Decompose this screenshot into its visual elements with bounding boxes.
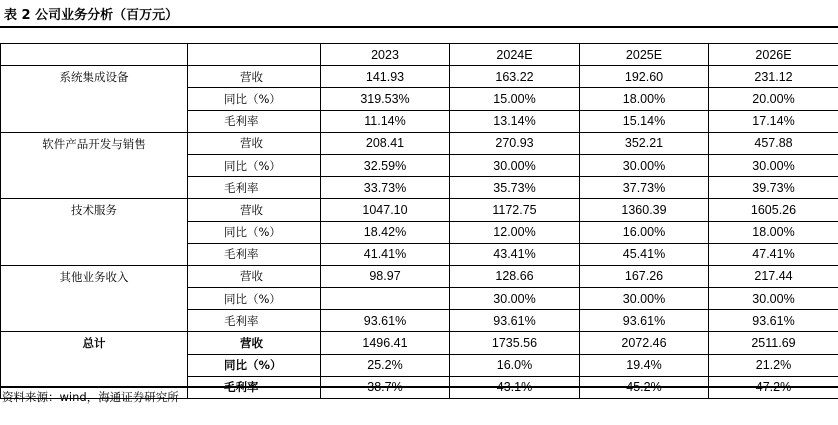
metric-cell: 毛利率 [188, 310, 321, 332]
header-year-2025e: 2025E [580, 44, 709, 66]
value-cell: 30.00% [450, 154, 580, 176]
category-cell [1, 88, 188, 110]
category-cell: 总计 [1, 332, 188, 354]
metric-cell: 毛利率 [188, 110, 321, 132]
value-cell: 93.61% [321, 310, 450, 332]
header-blank-cell [1, 44, 188, 66]
value-cell: 18.42% [321, 221, 450, 243]
category-cell: 其他业务收入 [1, 265, 188, 287]
value-cell: 1360.39 [580, 199, 709, 221]
value-cell: 167.26 [580, 265, 709, 287]
table-row [1, 265, 838, 287]
category-cell [1, 221, 188, 243]
value-cell: 33.73% [321, 177, 450, 199]
value-cell: 319.53% [321, 88, 450, 110]
table-row [1, 310, 838, 332]
category-cell [1, 110, 188, 132]
value-cell: 1605.26 [709, 199, 838, 221]
category-cell [1, 288, 188, 310]
table-row [1, 243, 838, 265]
table-row [1, 88, 838, 110]
value-cell: 128.66 [450, 265, 580, 287]
metric-cell: 营收 [188, 265, 321, 287]
value-cell: 16.0% [450, 354, 580, 376]
value-cell: 270.93 [450, 132, 580, 154]
value-cell: 18.00% [580, 88, 709, 110]
value-cell: 163.22 [450, 66, 580, 88]
table-row [1, 354, 838, 376]
value-cell: 30.00% [709, 288, 838, 310]
bottom-rule [0, 386, 838, 388]
category-cell [1, 354, 188, 376]
metric-cell: 同比（%） [188, 88, 321, 110]
business-analysis-table [0, 43, 838, 399]
value-cell: 16.00% [580, 221, 709, 243]
value-cell: 13.14% [450, 110, 580, 132]
metric-cell: 营收 [188, 66, 321, 88]
metric-cell: 毛利率 [188, 177, 321, 199]
metric-cell: 营收 [188, 199, 321, 221]
value-cell: 30.00% [580, 288, 709, 310]
value-cell: 1496.41 [321, 332, 450, 354]
value-cell: 1172.75 [450, 199, 580, 221]
table-row [1, 110, 838, 132]
table-title: 表 2 公司业务分析（百万元） [4, 8, 179, 23]
value-cell: 47.41% [709, 243, 838, 265]
value-cell: 30.00% [709, 154, 838, 176]
metric-cell: 营收 [188, 132, 321, 154]
value-cell: 352.21 [580, 132, 709, 154]
category-cell [1, 243, 188, 265]
table-row [1, 177, 838, 199]
source-note: 资料来源：wind，海通证券研究所 [2, 390, 179, 404]
value-cell: 231.12 [709, 66, 838, 88]
metric-cell: 同比（%） [188, 221, 321, 243]
table-row [1, 154, 838, 176]
metric-cell: 毛利率 [188, 243, 321, 265]
value-cell [321, 288, 450, 310]
value-cell: 21.2% [709, 354, 838, 376]
category-cell: 软件产品开发与销售 [1, 132, 188, 154]
value-cell: 98.97 [321, 265, 450, 287]
table-row [1, 199, 838, 221]
value-cell: 41.41% [321, 243, 450, 265]
metric-cell: 营收 [188, 332, 321, 354]
metric-cell: 同比（%） [188, 288, 321, 310]
value-cell: 141.93 [321, 66, 450, 88]
value-cell: 208.41 [321, 132, 450, 154]
category-cell [1, 177, 188, 199]
category-cell [1, 310, 188, 332]
header-year-2023: 2023 [321, 44, 450, 66]
value-cell: 30.00% [580, 154, 709, 176]
value-cell: 2511.69 [709, 332, 838, 354]
value-cell: 93.61% [450, 310, 580, 332]
title-rule [0, 26, 838, 28]
value-cell: 2072.46 [580, 332, 709, 354]
value-cell: 217.44 [709, 265, 838, 287]
value-cell: 45.41% [580, 243, 709, 265]
table-row [1, 332, 838, 354]
value-cell: 192.60 [580, 66, 709, 88]
value-cell: 15.00% [450, 88, 580, 110]
table-row [1, 132, 838, 154]
value-cell: 93.61% [709, 310, 838, 332]
metric-cell: 同比（%） [188, 154, 321, 176]
category-cell: 技术服务 [1, 199, 188, 221]
category-cell [1, 154, 188, 176]
value-cell: 18.00% [709, 221, 838, 243]
value-cell: 11.14% [321, 110, 450, 132]
category-cell: 系统集成设备 [1, 66, 188, 88]
header-year-2024e: 2024E [450, 44, 580, 66]
value-cell: 20.00% [709, 88, 838, 110]
value-cell: 37.73% [580, 177, 709, 199]
value-cell: 30.00% [450, 288, 580, 310]
value-cell: 12.00% [450, 221, 580, 243]
value-cell: 25.2% [321, 354, 450, 376]
value-cell: 17.14% [709, 110, 838, 132]
table-row [1, 221, 838, 243]
value-cell: 15.14% [580, 110, 709, 132]
value-cell: 35.73% [450, 177, 580, 199]
table-row [1, 66, 838, 88]
value-cell: 457.88 [709, 132, 838, 154]
table-row [1, 288, 838, 310]
value-cell: 32.59% [321, 154, 450, 176]
value-cell: 39.73% [709, 177, 838, 199]
value-cell: 93.61% [580, 310, 709, 332]
value-cell: 1735.56 [450, 332, 580, 354]
header-blank-cell [188, 44, 321, 66]
value-cell: 19.4% [580, 354, 709, 376]
metric-cell: 同比（%） [188, 354, 321, 376]
header-row [1, 44, 838, 66]
header-year-2026e: 2026E [709, 44, 838, 66]
value-cell: 1047.10 [321, 199, 450, 221]
value-cell: 43.41% [450, 243, 580, 265]
